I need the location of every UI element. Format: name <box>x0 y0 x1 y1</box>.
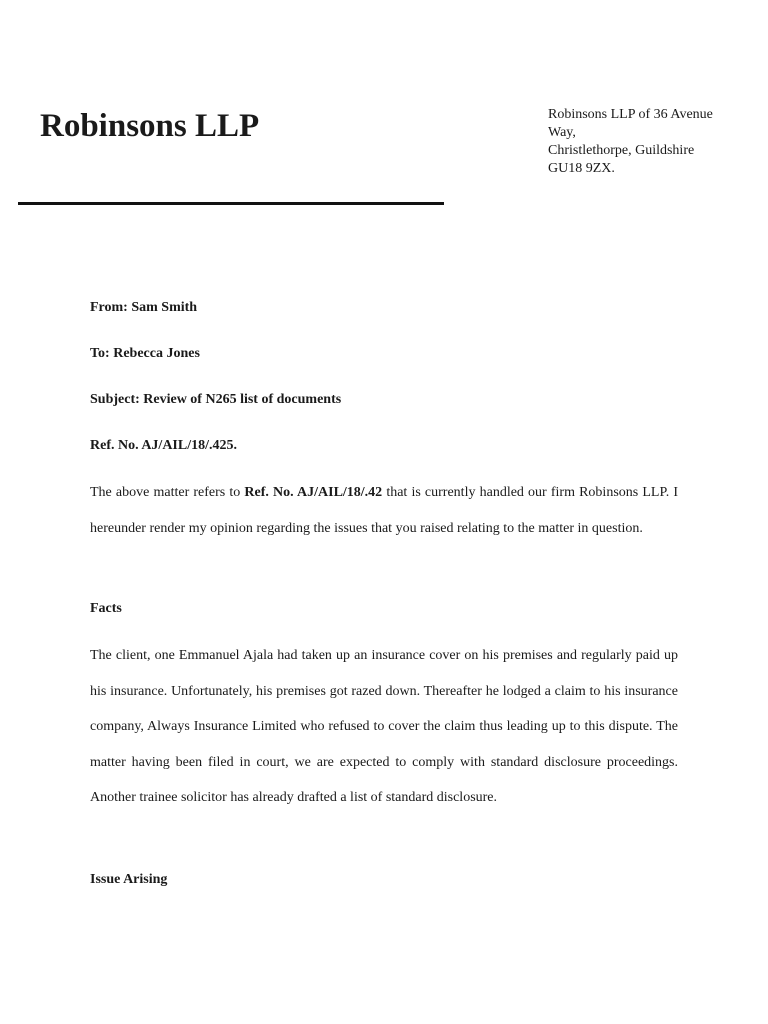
memo-ref: Ref. No. AJ/AIL/18/.425. <box>90 438 237 453</box>
address-line: GU18 9ZX. <box>548 161 615 176</box>
facts-heading: Facts <box>90 601 122 616</box>
memo-subject: Subject: Review of N265 list of documents <box>90 392 342 407</box>
intro-text-before: The above matter refers to <box>90 485 245 500</box>
firm-name: Robinsons LLP <box>40 108 260 144</box>
issue-heading: Issue Arising <box>90 872 168 887</box>
intro-paragraph <box>90 475 678 546</box>
address-line: Robinsons LLP of 36 Avenue <box>548 107 713 122</box>
intro-text-after: that is currently handled our firm Robinsons LLP. I hereunder render my opinion regarding the issues that you raised relating to the matter in question. <box>90 485 678 536</box>
facts-paragraph: The client, one Emmanuel Ajala had taken up an insurance cover on his premises and regularly paid up his insurance. Unfortunately, his premises got razed down. Thereafter he lodged a claim to his insurance company, Always Insurance Limited who refused to cover the claim thus leading up to this dispute. The matter having been filed in court, we are expected to comply with standard disclosure proceedings. Another trainee solicitor has already drafted a list of standard disclosure. <box>90 648 678 805</box>
address-line: Christlethorpe, Guildshire <box>548 143 695 158</box>
memo-to: To: Rebecca Jones <box>90 346 200 361</box>
address-line: Way, <box>548 125 576 140</box>
intro-ref: Ref. No. AJ/AIL/18/.42 <box>244 485 383 500</box>
firm-address <box>548 106 753 178</box>
memo-from: From: Sam Smith <box>90 300 198 315</box>
header-divider <box>18 202 444 205</box>
